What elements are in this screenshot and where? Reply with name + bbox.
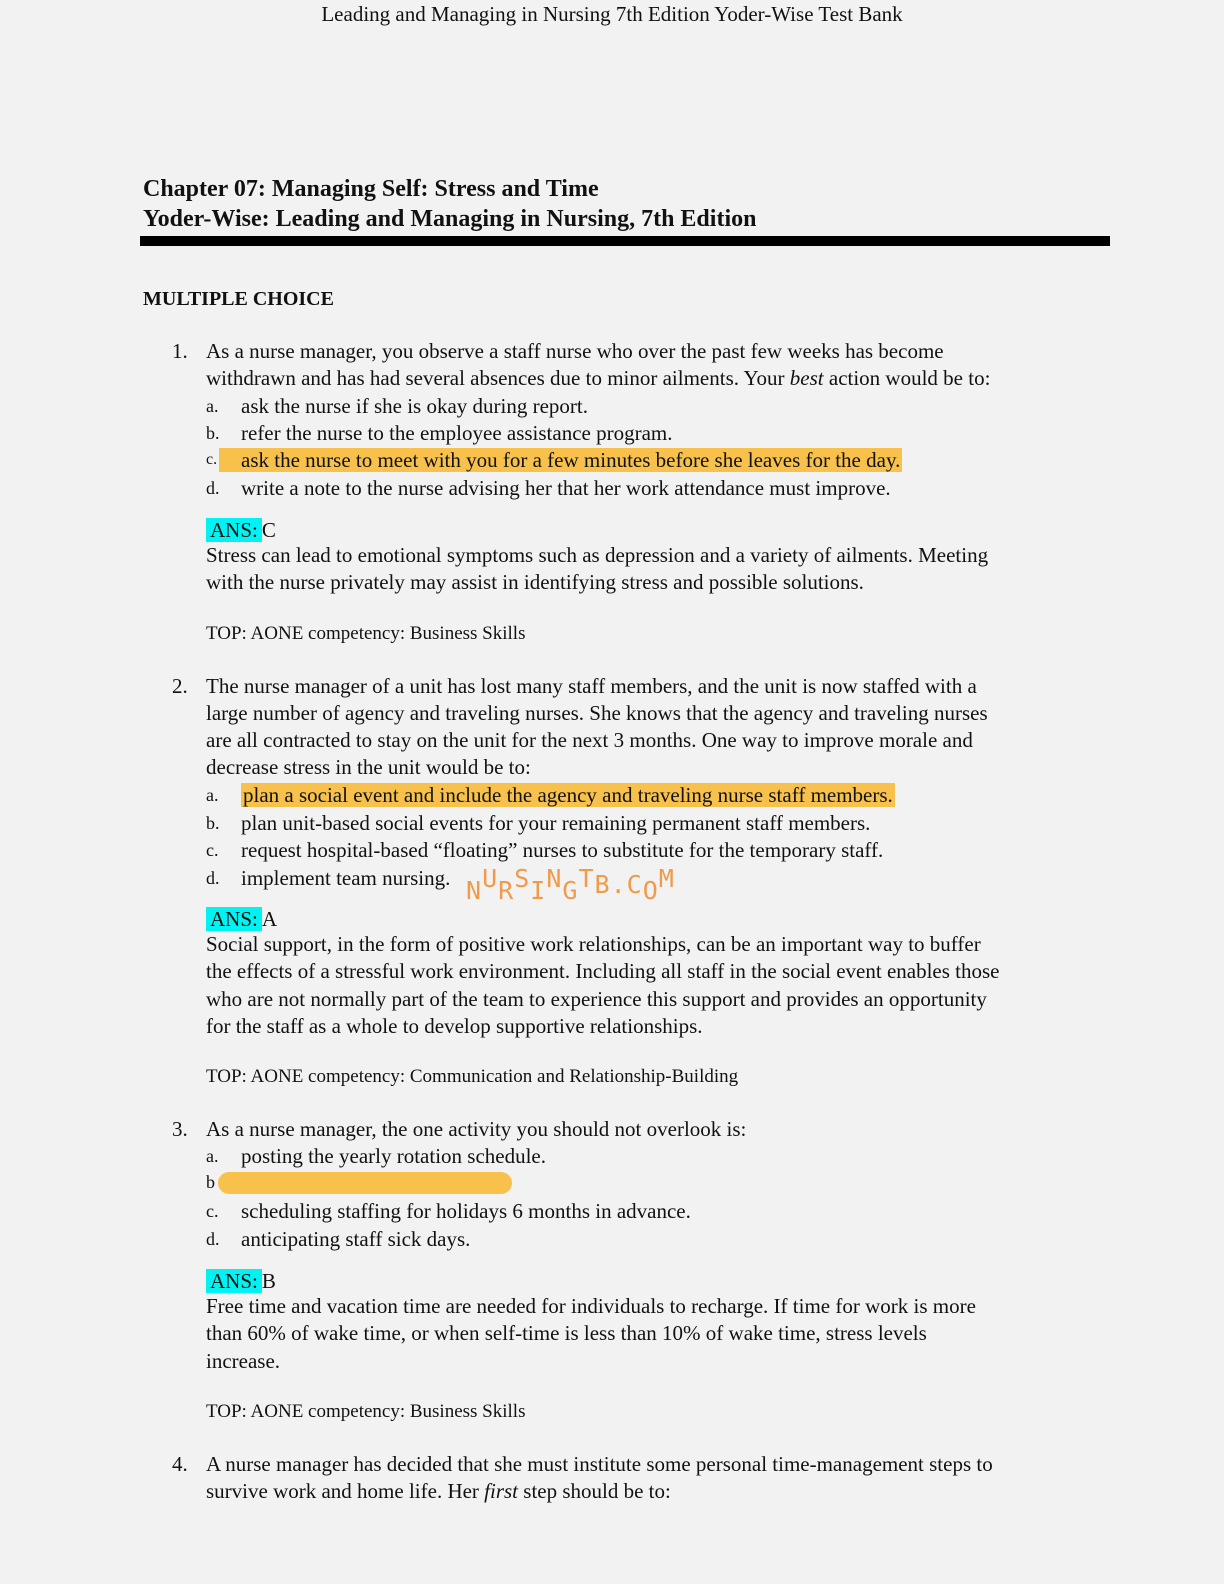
option-text: implement team nursing.: [241, 866, 451, 890]
answer-line: [206, 518, 276, 543]
topic-line: TOP: AONE competency: Communication and Relationship-Building: [206, 1066, 739, 1087]
rationale-line: Social support, in the form of positive work relationships, can be an important way to buffer: [206, 932, 981, 956]
option-letter: a.: [206, 1146, 219, 1166]
topic-line: TOP: AONE competency: Business Skills: [206, 1401, 526, 1422]
question-number: 3.: [172, 1117, 188, 1141]
page-header-title: Leading and Managing in Nursing 7th Edition Yoder-Wise Test Bank: [321, 2, 903, 26]
answer-line: [206, 907, 277, 932]
option-letter: d.: [206, 868, 220, 888]
option-text: scheduling staffing for holidays 6 months in advance.: [241, 1199, 691, 1223]
question-stem-line: large number of agency and traveling nurses. She knows that the agency and traveling nurses: [206, 701, 988, 725]
section-heading: MULTIPLE CHOICE: [143, 288, 334, 310]
rationale-line: for the staff as a whole to develop supportive relationships.: [206, 1014, 703, 1038]
option-letter: b.: [206, 423, 220, 443]
emphasis: best: [789, 366, 824, 390]
option-letter: c.: [206, 451, 218, 468]
answer-label: ANS:: [206, 907, 262, 931]
book-title: Yoder-Wise: Leading and Managing in Nursing, 7th Edition: [143, 206, 757, 232]
question-stem-line: survive work and home life. Her first step should be to:: [206, 1479, 671, 1503]
option-text: anticipating staff sick days.: [241, 1227, 471, 1251]
option-letter: a.: [206, 396, 219, 416]
option-text: plan unit-based social events for your remaining permanent staff members.: [241, 811, 871, 835]
option-letter: b: [206, 1172, 215, 1192]
answer-value: A: [261, 907, 278, 931]
rationale-line: Stress can lead to emotional symptoms such as depression and a variety of ailments. Meeting: [206, 543, 989, 567]
option-text: refer the nurse to the employee assistance program.: [241, 421, 673, 445]
question-stem-line: withdrawn and has had several absences due to minor ailments. Your best action would be to:: [206, 366, 991, 390]
option-text-highlighted: plan a social event and include the agency and traveling nurse staff members.: [243, 783, 893, 807]
option-letter: b.: [206, 813, 220, 833]
option-letter: d.: [206, 1229, 220, 1249]
redacted-option-highlight: [218, 1172, 512, 1194]
question-number: 4.: [172, 1452, 188, 1476]
option-text: posting the yearly rotation schedule.: [241, 1144, 547, 1168]
option-text-highlighted: ask the nurse to meet with you for a few minutes before she leaves for the day.: [241, 448, 902, 473]
answer-value: C: [261, 518, 276, 542]
rationale-line: than 60% of wake time, or when self-time is less than 10% of wake time, stress levels: [206, 1321, 927, 1345]
question-number: 1.: [172, 339, 188, 363]
question-stem-line: are all contracted to stay on the unit for the next 3 months. One way to improve morale and: [206, 728, 973, 752]
heading-rule: [140, 236, 1110, 246]
rationale-line: increase.: [206, 1349, 281, 1373]
option-letter: c.: [206, 840, 219, 860]
rationale-line: Free time and vacation time are needed for individuals to recharge. If time for work is more: [206, 1294, 976, 1318]
answer-line: [206, 1269, 276, 1294]
topic-line: TOP: AONE competency: Business Skills: [206, 623, 526, 644]
question-stem-line: decrease stress in the unit would be to:: [206, 755, 531, 779]
rationale-line: the effects of a stressful work environment. Including all staff in the social event enables those: [206, 959, 1000, 983]
answer-label: ANS:: [206, 518, 262, 542]
question-stem-line: A nurse manager has decided that she must institute some personal time-management steps to: [206, 1452, 993, 1476]
option-text: request hospital-based “floating” nurses to substitute for the temporary staff.: [241, 838, 884, 862]
watermark: NURSINGTB.COM: [466, 864, 675, 905]
emphasis: first: [484, 1479, 519, 1503]
question-stem-line: As a nurse manager, you observe a staff nurse who over the past few weeks has become: [206, 339, 944, 363]
question-stem-line: As a nurse manager, the one activity you should not overlook is:: [206, 1117, 747, 1141]
option-text: write a note to the nurse advising her that her work attendance must improve.: [241, 476, 891, 500]
option-letter: d.: [206, 478, 220, 498]
option-text: ask the nurse if she is okay during report.: [241, 394, 589, 418]
rationale-line: with the nurse privately may assist in identifying stress and possible solutions.: [206, 570, 864, 594]
rationale-line: who are not normally part of the team to experience this support and provides an opportunity: [206, 987, 987, 1011]
question-stem-line: The nurse manager of a unit has lost many staff members, and the unit is now staffed with a: [206, 674, 977, 698]
answer-label: ANS:: [206, 1269, 262, 1293]
option-letter: c.: [206, 1201, 219, 1221]
chapter-title: Chapter 07: Managing Self: Stress and Time: [143, 176, 599, 202]
question-number: 2.: [172, 674, 188, 698]
option-letter: a.: [206, 785, 219, 805]
answer-value: B: [261, 1269, 276, 1293]
